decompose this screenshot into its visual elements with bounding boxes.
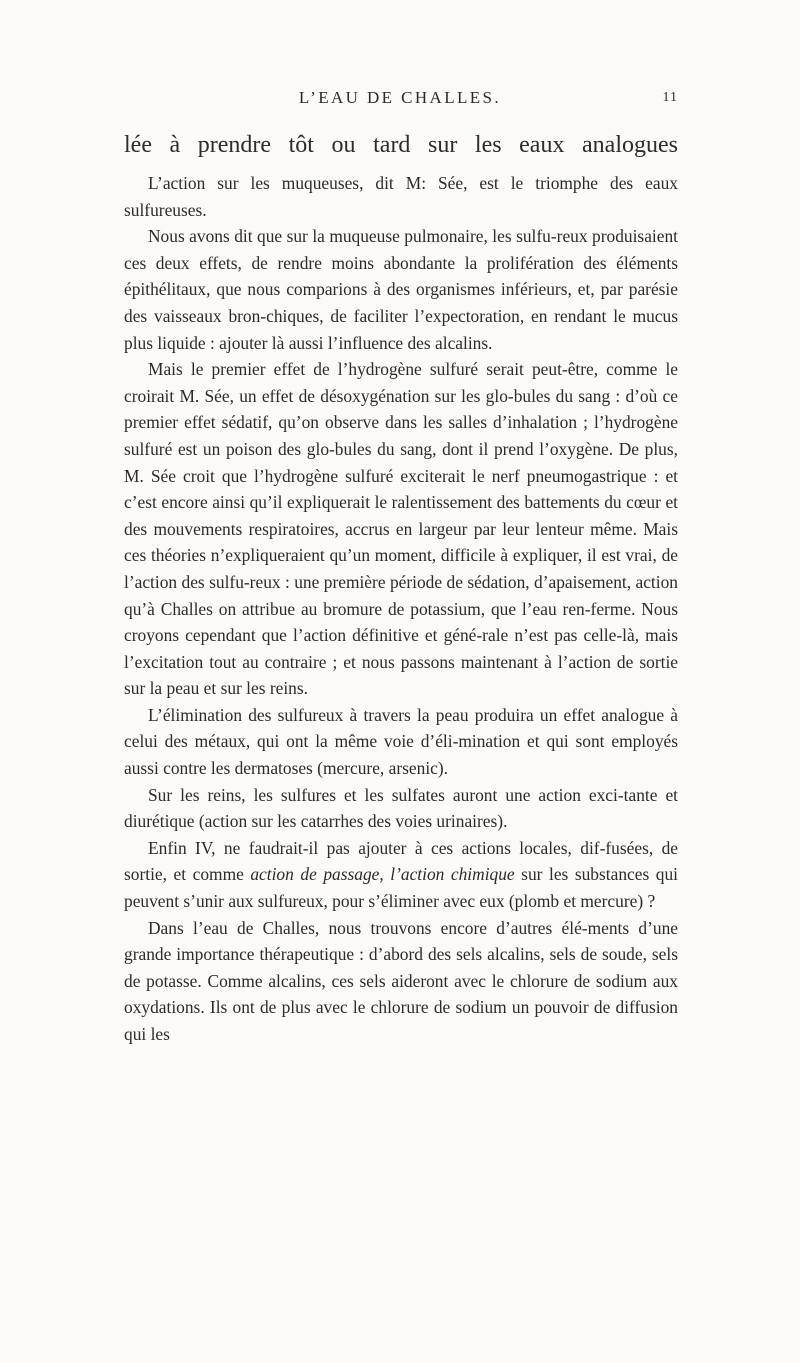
paragraph-kidneys: Sur les reins, les sulfures et les sulfates auront une action exci-tante et diurétique (action sur les catarrhes des voies urinaires). — [124, 784, 678, 832]
paragraph-chemical-action-start: Enfin IV, ne faudrait-il pas ajouter à ces actions locales, dif-fusées, de sortie, et comme — [124, 837, 678, 885]
italic-phrase: action de passage, l’action chimique — [250, 864, 515, 885]
paragraph-mucous-action: L’action sur les muqueuses, dit M: Sée, est le triomphe des eaux sulfureuses. — [124, 173, 678, 220]
paragraph-chemical-action — [124, 835, 678, 915]
running-title: L’EAU DE CHALLES. — [298, 88, 502, 107]
body-text — [124, 128, 678, 1048]
paragraph-alkaline-salts: Dans l’eau de Challes, nous trouvons encore d’autres élé-ments d’une grande importance thérapeutique : d’abord des sels alcalins, sels de soude, sels de potasse. Comme alcalins, ces sels aideront avec le chlorure de sodium aux oxydations. Ils ont de plus avec le chlorure de sodium un pouvoir de diffusion qui les — [124, 917, 678, 1044]
paragraph-pulmonary-mucosa: Nous avons dit que sur la muqueuse pulmonaire, les sulfu-reux produisaient ces deux effets, de rendre moins abondante la prolifération des éléments épithélitaux, que nous comparions à des organismes inférieurs, et, par parésie des vaisseaux bron-chiques, de faciliter l’expectoration, en rendant le mucus plus liquide : ajouter là aussi l’influence des alcalins. — [124, 226, 678, 353]
page-number: 11 — [662, 90, 678, 105]
paragraph-hydrogen-sulfide: Mais le premier effet de l’hydrogène sulfuré serait peut-être, comme le croirait M. Sée, un effet de désoxygénation sur les glo-bules du sang : d’où ce premier effet sédatif, qu’on observe dans les salles d’inhalation ; l’hydrogène sulfuré est un poison des glo-bules du sang, dont il prend l’oxygène. De plus, M. Sée croit que l’hydrogène sulfuré exciterait le nerf pneumogastrique : et c’est encore ainsi qu’il expliquerait le ralentissement des battements du cœur et des mouvements respiratoires, accrus en largeur par leur lenteur même. Mais ces théories n’expliqueraient qu’un moment, difficile à expliquer, il est vrai, de l’action des sulfu-reux : une première période de sédation, d’apaisement, action qu’à Challes on attribue au bromure de potassium, que l’eau ren-ferme. Nous croyons cependant que l’action définitive et géné-rale n’est pas celle-là, mais l’excitation tout au contraire ; et nous passons maintenant à l’action de sortie sur la peau et sur les reins. — [124, 359, 678, 699]
running-head — [0, 88, 800, 112]
paragraph-skin-elimination: L’élimination des sulfureux à travers la peau produira un effet analogue à celui des métaux, qui ont la même voie d’éli-mination et qui sont employés aussi contre les dermatoses (mercure, arsenic). — [124, 704, 678, 779]
paragraph-chemical-action-end: sur les substances qui peuvent s’unir aux sulfureux, pour s’éliminer avec eux (plomb et mercure) ? — [124, 864, 678, 912]
carried-over-line: lée à prendre tôt ou tard sur les eaux analogues — [124, 132, 678, 158]
